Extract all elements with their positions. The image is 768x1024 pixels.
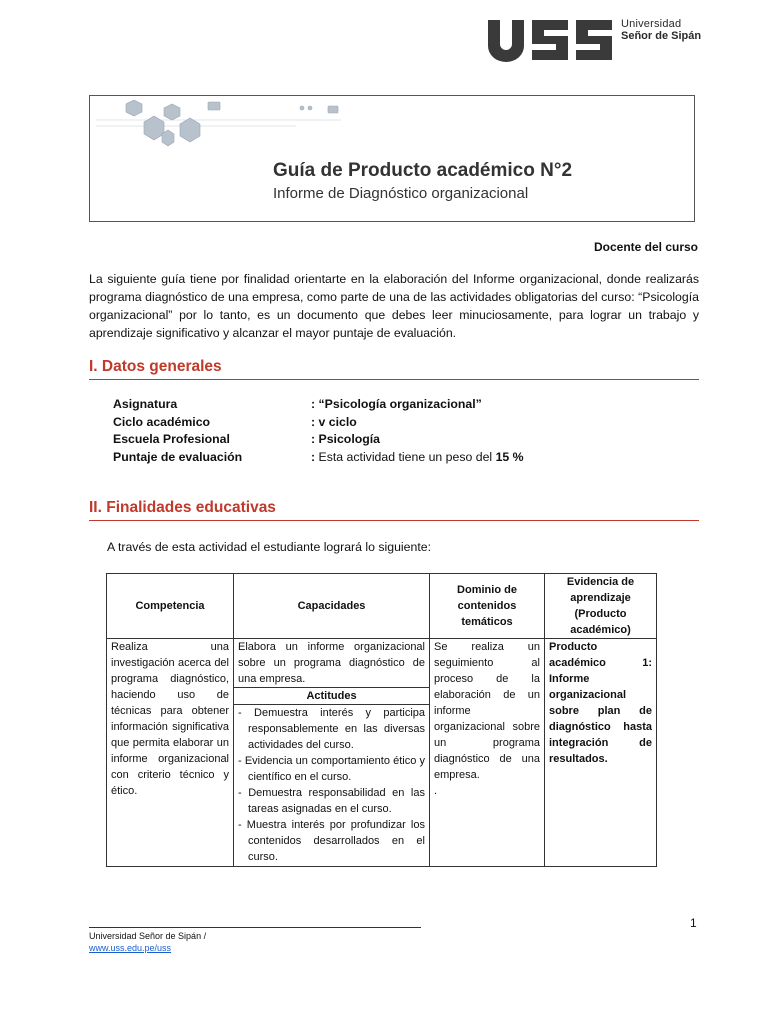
docente-label: Docente del curso (593, 240, 698, 254)
puntaje-percent: 15 % (495, 449, 524, 464)
list-item: - Muestra interés por profundizar los contenidos desarrollados en el curso. (238, 817, 425, 865)
guide-subtitle: Informe de Diagnóstico organizacional (273, 185, 529, 202)
uss-logo-text (621, 18, 701, 42)
footer-link[interactable]: www.uss.edu.pe/uss (89, 943, 172, 953)
header-competencia: Competencia (107, 574, 234, 639)
puntaje-value (311, 449, 524, 467)
asignatura-value: : “Psicología organizacional” (311, 397, 482, 411)
header-capacidades: Capacidades (234, 574, 430, 639)
header-evidencia: Evidencia de aprendizaje (Producto académico) (545, 574, 657, 639)
competencias-table (106, 573, 657, 867)
uss-logo-mark (488, 18, 614, 66)
datos-row (113, 449, 524, 467)
ciclo-value: : v ciclo (311, 414, 357, 429)
section-divider (89, 520, 699, 521)
logo-line1: Universidad (621, 18, 682, 30)
capacidades-cell (234, 639, 430, 867)
datos-row (113, 414, 524, 432)
competencia-cell: Realiza una investigación acerca del programa diagnóstico, haciendo uso de técnicas para obtener información significativa que permita elaborar un informe organizacional con criterio técnico y ético. (107, 639, 234, 867)
section-divider (89, 379, 699, 380)
guide-header-box (89, 95, 695, 222)
capacidad-text: Elabora un informe organizacional sobre un programa diagnóstico de una empresa. (238, 641, 425, 685)
header-dominio: Dominio de contenidos temáticos (430, 574, 545, 639)
section-datos-generales-title: I. Datos generales (89, 358, 222, 375)
intro-paragraph: La siguiente guía tiene por finalidad orientarte en la elaboración del Informe organizacional, donde realizarás programa diagnóstico de una empresa, como parte de una de las actividades obligatorias del curso: “Psicología organizacional” por lo tanto, es un documento que debes leer minuciosamente, para lograr un trabajo y aprendizaje significativo y alcanzar el mayor puntaje de evaluación. (89, 272, 699, 340)
table-row (107, 639, 657, 867)
ciclo-label: Ciclo académico (113, 414, 211, 429)
asignatura-label: Asignatura (113, 397, 178, 411)
guide-title: Guía de Producto académico N°2 (273, 160, 573, 181)
escuela-value: : Psicología (311, 432, 381, 446)
list-item: - Demuestra interés y participa responsablemente en las diversas actividades del curso. (238, 705, 425, 753)
puntaje-prefix: : (311, 449, 319, 464)
footer-institution: Universidad Señor de Sipán / (89, 931, 207, 941)
actitudes-heading: Actitudes (234, 687, 429, 705)
datos-row (113, 431, 524, 449)
table-header-row (107, 574, 657, 639)
dominio-text: Se realiza un seguimiento al proceso de la elaboración de un informe organizacional sobre un programa diagnóstico de una empresa. (434, 641, 540, 781)
actitudes-list (238, 705, 425, 865)
evidencia-cell: Producto académico 1: Informe organizacional sobre plan de diagnóstico hasta integración de resultados. (545, 639, 657, 867)
logo-line2: Señor de Sipán (621, 30, 702, 42)
page-number: 1 (690, 916, 697, 930)
datos-row (113, 396, 524, 414)
datos-generales-list (113, 396, 524, 466)
footer-rule (89, 927, 421, 928)
header-decoration-icon (96, 100, 346, 154)
lead-sentence: A través de esta actividad el estudiante logrará lo siguiente: (107, 540, 432, 554)
section-finalidades-title: II. Finalidades educativas (89, 499, 276, 516)
dominio-dot: . (434, 785, 438, 797)
escuela-label: Escuela Profesional (113, 432, 230, 446)
dominio-cell (430, 639, 545, 867)
list-item: - Demuestra responsabilidad en las tareas asignadas en el curso. (238, 785, 425, 817)
list-item: - Evidencia un comportamiento ético y científico en el curso. (238, 753, 425, 785)
puntaje-label: Puntaje de evaluación (113, 449, 243, 464)
puntaje-text: Esta actividad tiene un peso del (318, 449, 496, 464)
